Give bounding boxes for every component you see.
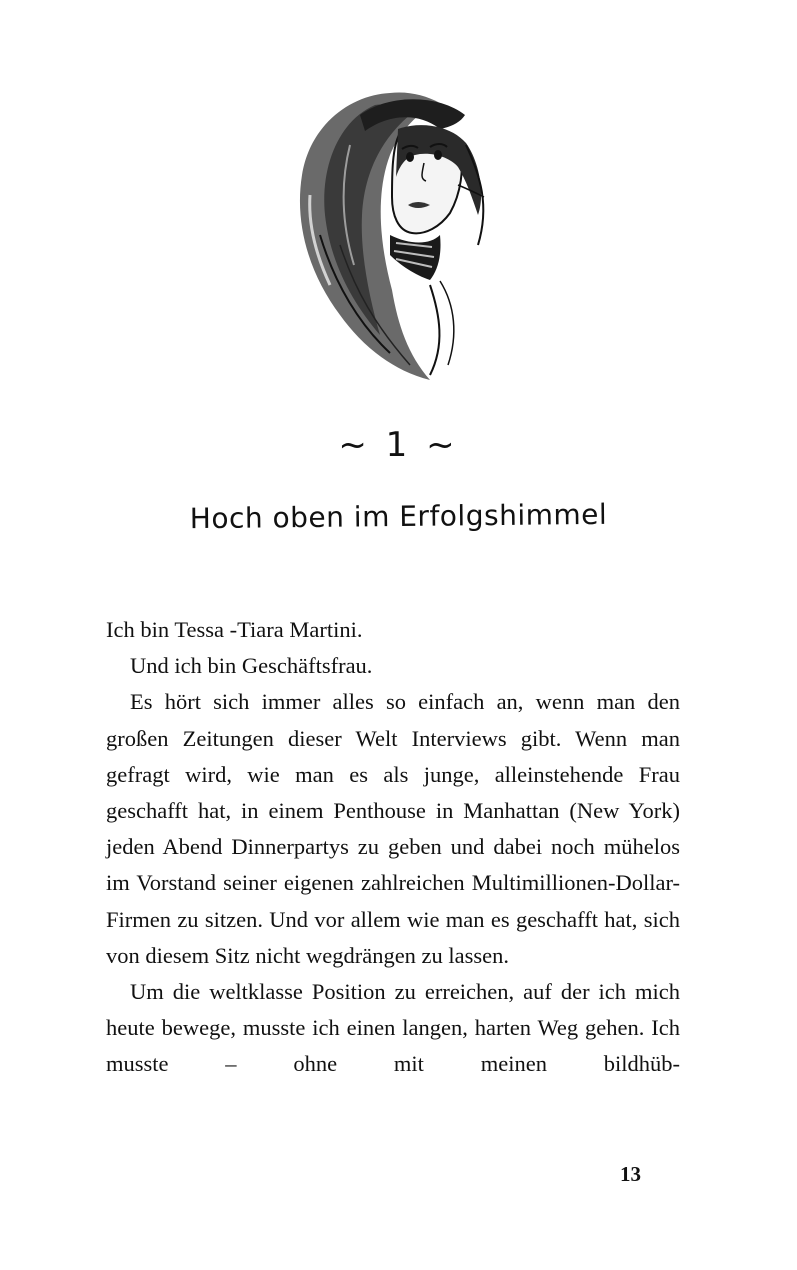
paragraph: Es hört sich immer alles so einfach an, wenn man den großen Zeitungen dieser Welt Interviews gibt. Wenn man gefragt wird, wie man es als junge, alleinstehende Frau geschafft hat, in einem Penthouse in Manhattan (New York) jeden Abend Dinnerpartys zu geben und dabei noch mühelos im Vorstand seiner eigenen zahlreichen Multimillionen-Dollar-Firmen zu sitzen. Und vor allem wie man es geschafft hat, sich von diesem Sitz nicht wegdrängen zu lassen. xyxy=(106,689,680,968)
paragraph: Um die weltklasse Position zu erreichen, auf der ich mich heute bewege, musste ich einen langen, harten Weg gehen. Ich musste – ohne mit meinen bildhüb- xyxy=(106,979,680,1077)
girl-portrait-illustration xyxy=(280,85,495,385)
paragraph: Ich bin Tessa -Tiara Martini. xyxy=(106,617,363,642)
paragraph: Und ich bin Geschäftsfrau. xyxy=(130,653,373,679)
chapter-number: ~ 1 ~ xyxy=(338,425,459,465)
chapter-title: Hoch oben im Erfolgshimmel xyxy=(189,497,608,536)
page-number: 13 xyxy=(620,1162,641,1186)
body-text xyxy=(106,612,680,1083)
